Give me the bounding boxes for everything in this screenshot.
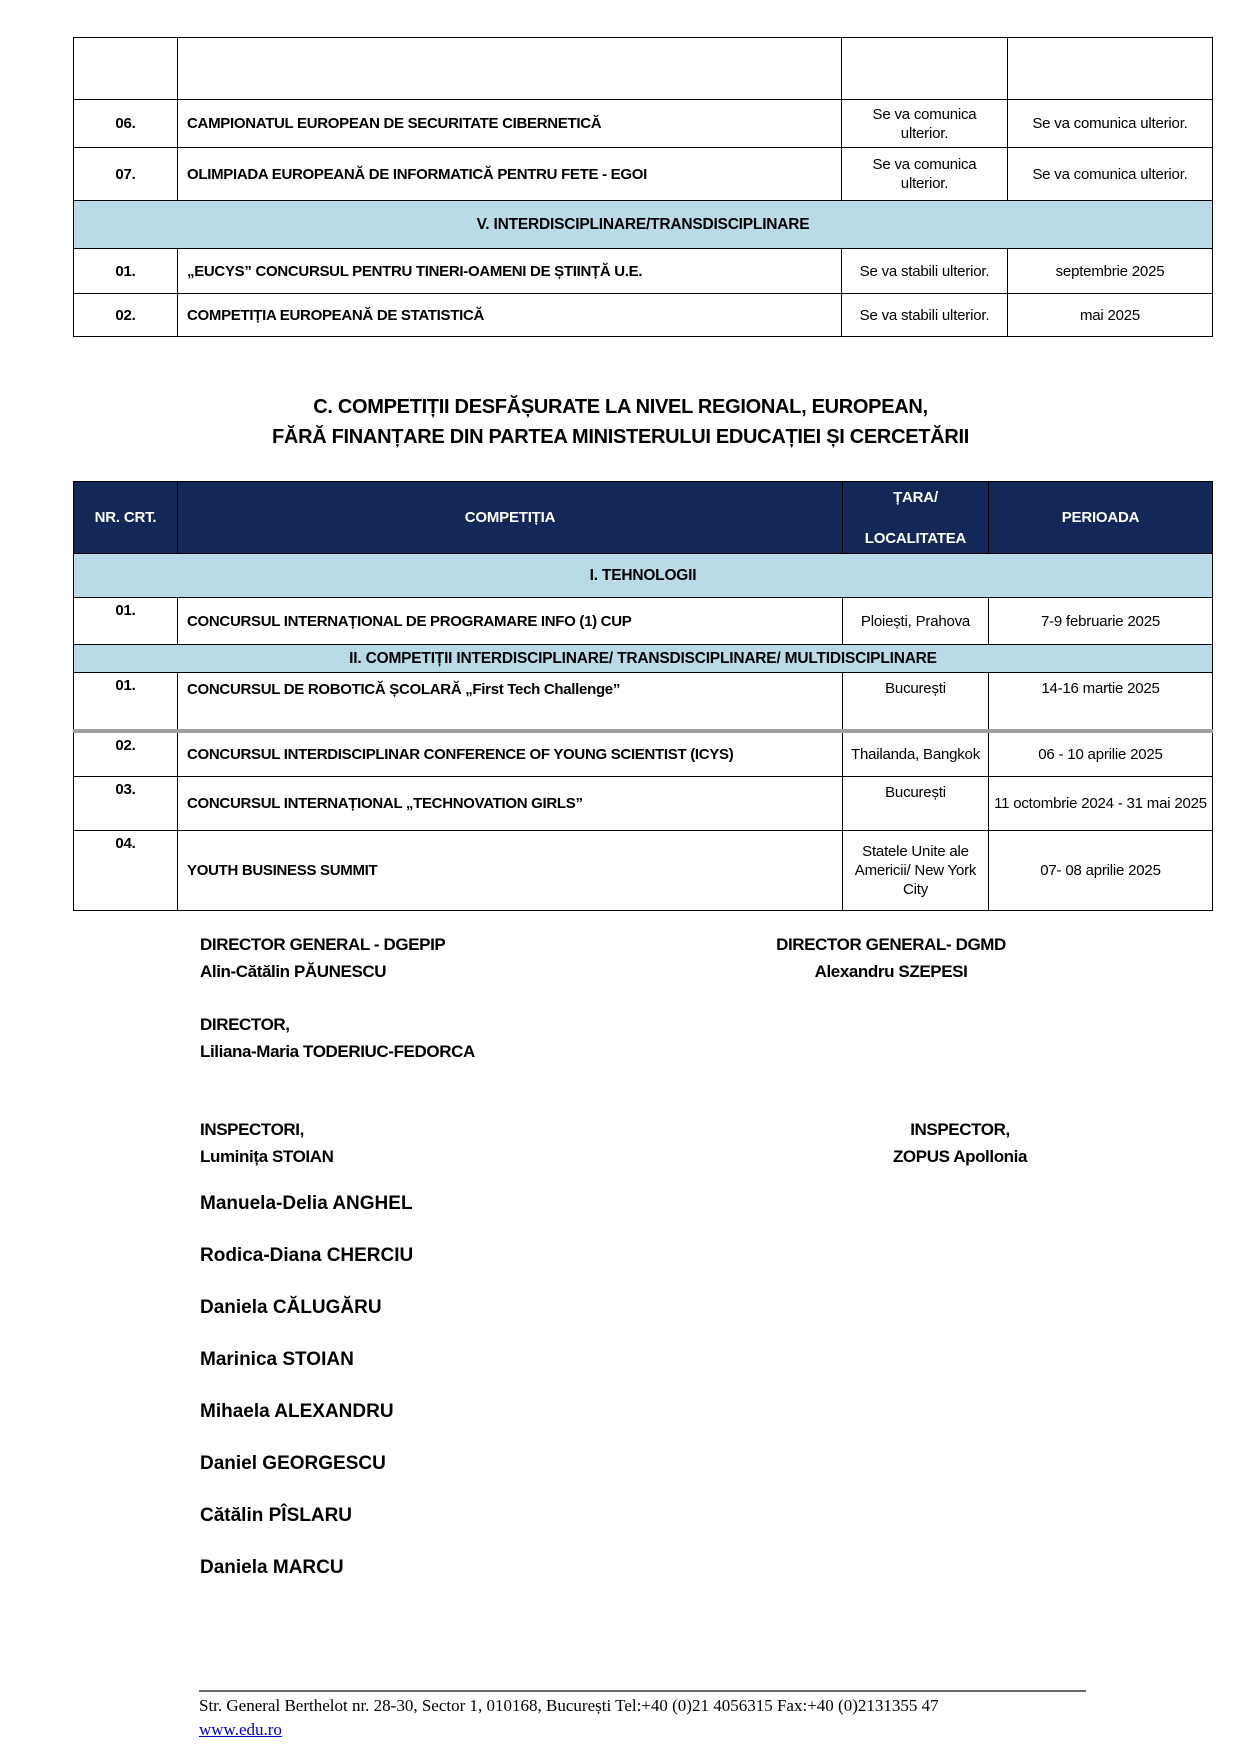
competition-name: YOUTH BUSINESS SUMMIT [178,831,843,911]
signature-name: ZOPUS Apollonia [892,1147,1028,1166]
section-ii-header: II. COMPETIȚII INTERDISCIPLINARE/ TRANSDISCIPLINARE/ MULTIDISCIPLINARE [74,645,1213,673]
location-cell: Ploiești, Prahova [843,598,989,645]
table-row [74,38,1213,100]
location-cell: Se va stabili ulterior. [842,249,1008,294]
period-cell: 7-9 februarie 2025 [989,598,1213,645]
location-cell: București [843,777,989,831]
title-line-1: C. COMPETIȚII DESFĂȘURATE LA NIVEL REGIONAL, EUROPEAN, [313,396,928,418]
signature-name: Liliana-Maria TODERIUC-FEDORCA [200,1042,475,1061]
location-cell: Se va comunica ulterior. [842,148,1008,201]
table-header-row [74,482,1213,554]
signature-title: DIRECTOR, [200,1015,290,1034]
header-competitia: COMPETIȚIA [178,482,843,554]
location-cell: Statele Unite ale Americii/ New York City [843,831,989,911]
section-c-title [0,392,1241,452]
competition-name: CONCURSUL INTERNAȚIONAL „TECHNOVATION GIRLS” [178,777,843,831]
table-row [74,598,1213,645]
section-v-header: V. INTERDISCIPLINARE/TRANSDISCIPLINARE [74,201,1213,249]
empty-cell [842,38,1008,100]
row-number: 01. [74,249,178,294]
section-i-header: I. TEHNOLOGII [74,554,1213,598]
regional-competitions-table [73,481,1213,911]
competition-name: CONCURSUL INTERDISCIPLINAR CONFERENCE OF YOUNG SCIENTIST (ICYS) [178,731,843,777]
header-localitatea-line: LOCALITATEA [864,529,967,547]
period-cell: 06 - 10 aprilie 2025 [989,731,1213,777]
row-number: 01. [74,673,178,731]
location-cell: București [843,673,989,731]
row-number: 02. [74,731,178,777]
empty-cell [74,38,178,100]
location-cell: Thailanda, Bangkok [843,731,989,777]
signature-director-general-dgmd [775,931,1007,985]
row-number: 02. [74,294,178,337]
signature-inspectori [200,1116,333,1170]
period-cell: Se va comunica ulterior. [1008,148,1213,201]
row-number: 01. [74,598,178,645]
top-competitions-table [73,37,1213,337]
section-band-row [74,554,1213,598]
signature-name: Alin-Cătălin PĂUNESCU [200,962,387,981]
period-cell: septembrie 2025 [1008,249,1213,294]
row-number: 07. [74,148,178,201]
table-row [74,731,1213,777]
signature-director [200,1011,475,1065]
header-nr-crt: NR. CRT. [74,482,178,554]
row-number: 04. [74,831,178,911]
signature-title: DIRECTOR GENERAL - DGEPIP [200,935,446,954]
inspectors-name-list [200,1192,413,1608]
empty-cell [1008,38,1213,100]
empty-cell [178,38,842,100]
table-row [74,777,1213,831]
inspector-name: Daniela MARCU [200,1557,344,1578]
table-row [74,148,1213,201]
competition-name: CAMPIONATUL EUROPEAN DE SECURITATE CIBERNETICĂ [178,100,842,148]
location-cell: Se va comunica ulterior. [842,100,1008,148]
signature-title: DIRECTOR GENERAL- DGMD [776,935,1006,954]
table-row [74,249,1213,294]
competition-name: CONCURSUL INTERNAȚIONAL DE PROGRAMARE INFO (1) CUP [178,598,843,645]
header-tara-line: ȚARA/ [893,488,938,506]
signature-title: INSPECTOR, [910,1120,1010,1139]
signature-name: Luminița STOIAN [200,1147,334,1166]
footer-divider [199,1690,1086,1692]
section-band-row [74,645,1213,673]
table-row [74,100,1213,148]
competition-name: OLIMPIADA EUROPEANĂ DE INFORMATICĂ PENTRU FETE - EGOI [178,148,842,201]
inspector-name: Manuela-Delia ANGHEL [200,1193,413,1214]
header-perioada: PERIOADA [989,482,1213,554]
period-cell: Se va comunica ulterior. [1008,100,1213,148]
title-line-2: FĂRĂ FINANȚARE DIN PARTEA MINISTERULUI EDUCAȚIEI ȘI CERCETĂRII [272,426,969,448]
signature-director-general-dgepip [200,931,445,985]
inspector-name: Marinica STOIAN [200,1349,354,1370]
footer-website-link[interactable]: www.edu.ro [199,1720,282,1739]
location-cell: Se va stabili ulterior. [842,294,1008,337]
competition-name: COMPETIȚIA EUROPEANĂ DE STATISTICĂ [178,294,842,337]
row-number: 06. [74,100,178,148]
period-cell: 11 octombrie 2024 - 31 mai 2025 [989,777,1213,831]
table-row [74,831,1213,911]
period-cell: mai 2025 [1008,294,1213,337]
table-row [74,294,1213,337]
header-tara-localitatea [843,482,989,554]
competition-name: „EUCYS” CONCURSUL PENTRU TINERI-OAMENI DE ȘTIINȚĂ U.E. [178,249,842,294]
competition-name: CONCURSUL DE ROBOTICĂ ȘCOLARĂ „First Tech Challenge” [178,673,843,731]
inspector-name: Rodica-Diana CHERCIU [200,1245,414,1266]
signature-inspector [868,1116,1052,1170]
period-cell: 07- 08 aprilie 2025 [989,831,1213,911]
signature-name: Alexandru SZEPESI [814,962,968,981]
row-number: 03. [74,777,178,831]
inspector-name: Cătălin PÎSLARU [200,1505,353,1526]
inspector-name: Mihaela ALEXANDRU [200,1401,394,1422]
signature-title: INSPECTORI, [200,1120,304,1139]
table-row [74,673,1213,731]
section-band-row [74,201,1213,249]
inspector-name: Daniela CĂLUGĂRU [200,1297,382,1318]
inspector-name: Daniel GEORGESCU [200,1453,386,1474]
period-cell: 14-16 martie 2025 [989,673,1213,731]
footer-address: Str. General Berthelot nr. 28-30, Sector 1, 010168, București Tel:+40 (0)21 4056315 Fax:+40 (0)2131355 47 [199,1696,939,1715]
